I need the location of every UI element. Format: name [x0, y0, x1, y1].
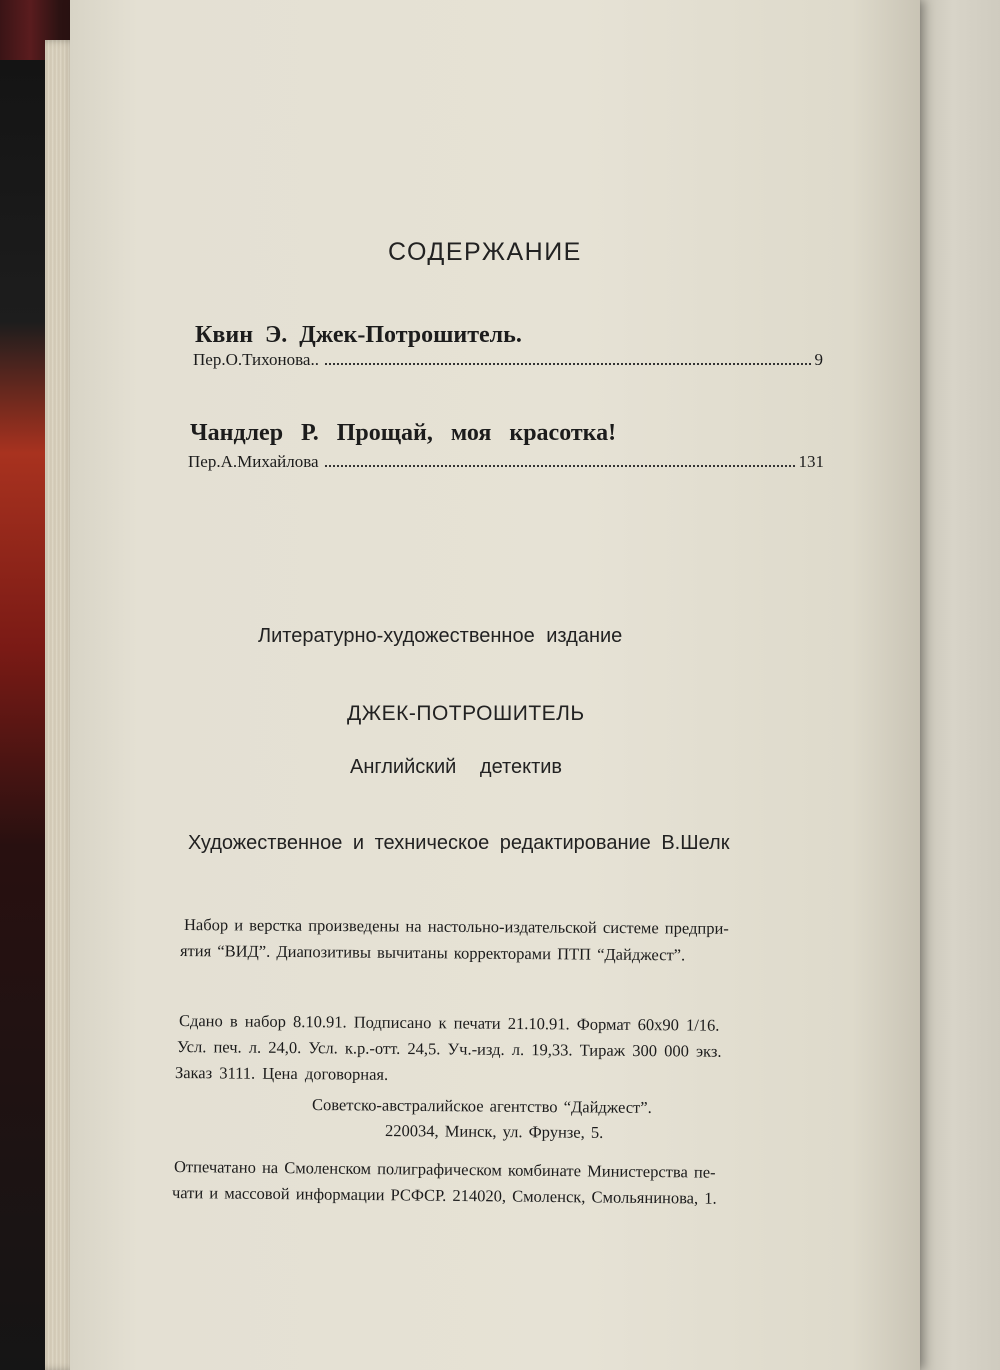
print-info-line: Заказ 3111. Цена договорная. [174, 1063, 389, 1084]
edition-type: Литературно-художественное издание [258, 625, 623, 647]
toc-entry-1-title: Квин Э. Джек-Потрошитель. [195, 322, 522, 348]
typesetting-line: Набор и верстка произведены на настольно-издательской системе предпри- [183, 915, 729, 938]
toc-entry-2-title: Чандлер Р. Прощай, моя красотка! [190, 420, 617, 446]
publisher-address: 220034, Минск, ул. Фрунзе, 5. [384, 1121, 604, 1142]
toc-leader-dots [325, 465, 795, 467]
toc-entry-2-line [188, 452, 824, 472]
print-info-line: Усл. печ. л. 24,0. Усл. к.р.-отт. 24,5. Уч.-изд. л. 19,33. Тираж 300 000 экз. [176, 1037, 722, 1061]
toc-entry-2-page: 131 [798, 452, 824, 471]
editing-credit: Художественное и техническое редактирование В.Шелк [188, 832, 730, 854]
contents-heading: СОДЕРЖАНИЕ [388, 238, 582, 266]
publisher-line: Советско-австралийское агентство “Дайджест”. [311, 1095, 652, 1117]
print-info-line: Сдано в набор 8.10.91. Подписано к печати 21.10.91. Формат 60x90 1/16. [178, 1011, 720, 1035]
printer-line: Отпечатано на Смоленском полиграфическом комбинате Министерства пе- [173, 1157, 716, 1182]
typesetting-line: ятия “ВИД”. Диапозитивы вычитаны корректорами ПТП “Дайджест”. [179, 941, 686, 965]
toc-entry-1-page: 9 [814, 350, 823, 369]
genre: Английский детектив [350, 756, 563, 778]
printer-line: чати и массовой информации РСФСР. 214020, Смоленск, Смольянинова, 1. [171, 1183, 717, 1208]
toc-entry-1-line [193, 350, 823, 370]
book-title: ДЖЕК-ПОТРОШИТЕЛЬ [347, 702, 585, 725]
toc-entry-2-translator: Пер.А.Михайлова [188, 452, 319, 471]
toc-leader-dots [325, 363, 811, 365]
toc-entry-1-translator: Пер.О.Тихонова.. [193, 350, 319, 369]
